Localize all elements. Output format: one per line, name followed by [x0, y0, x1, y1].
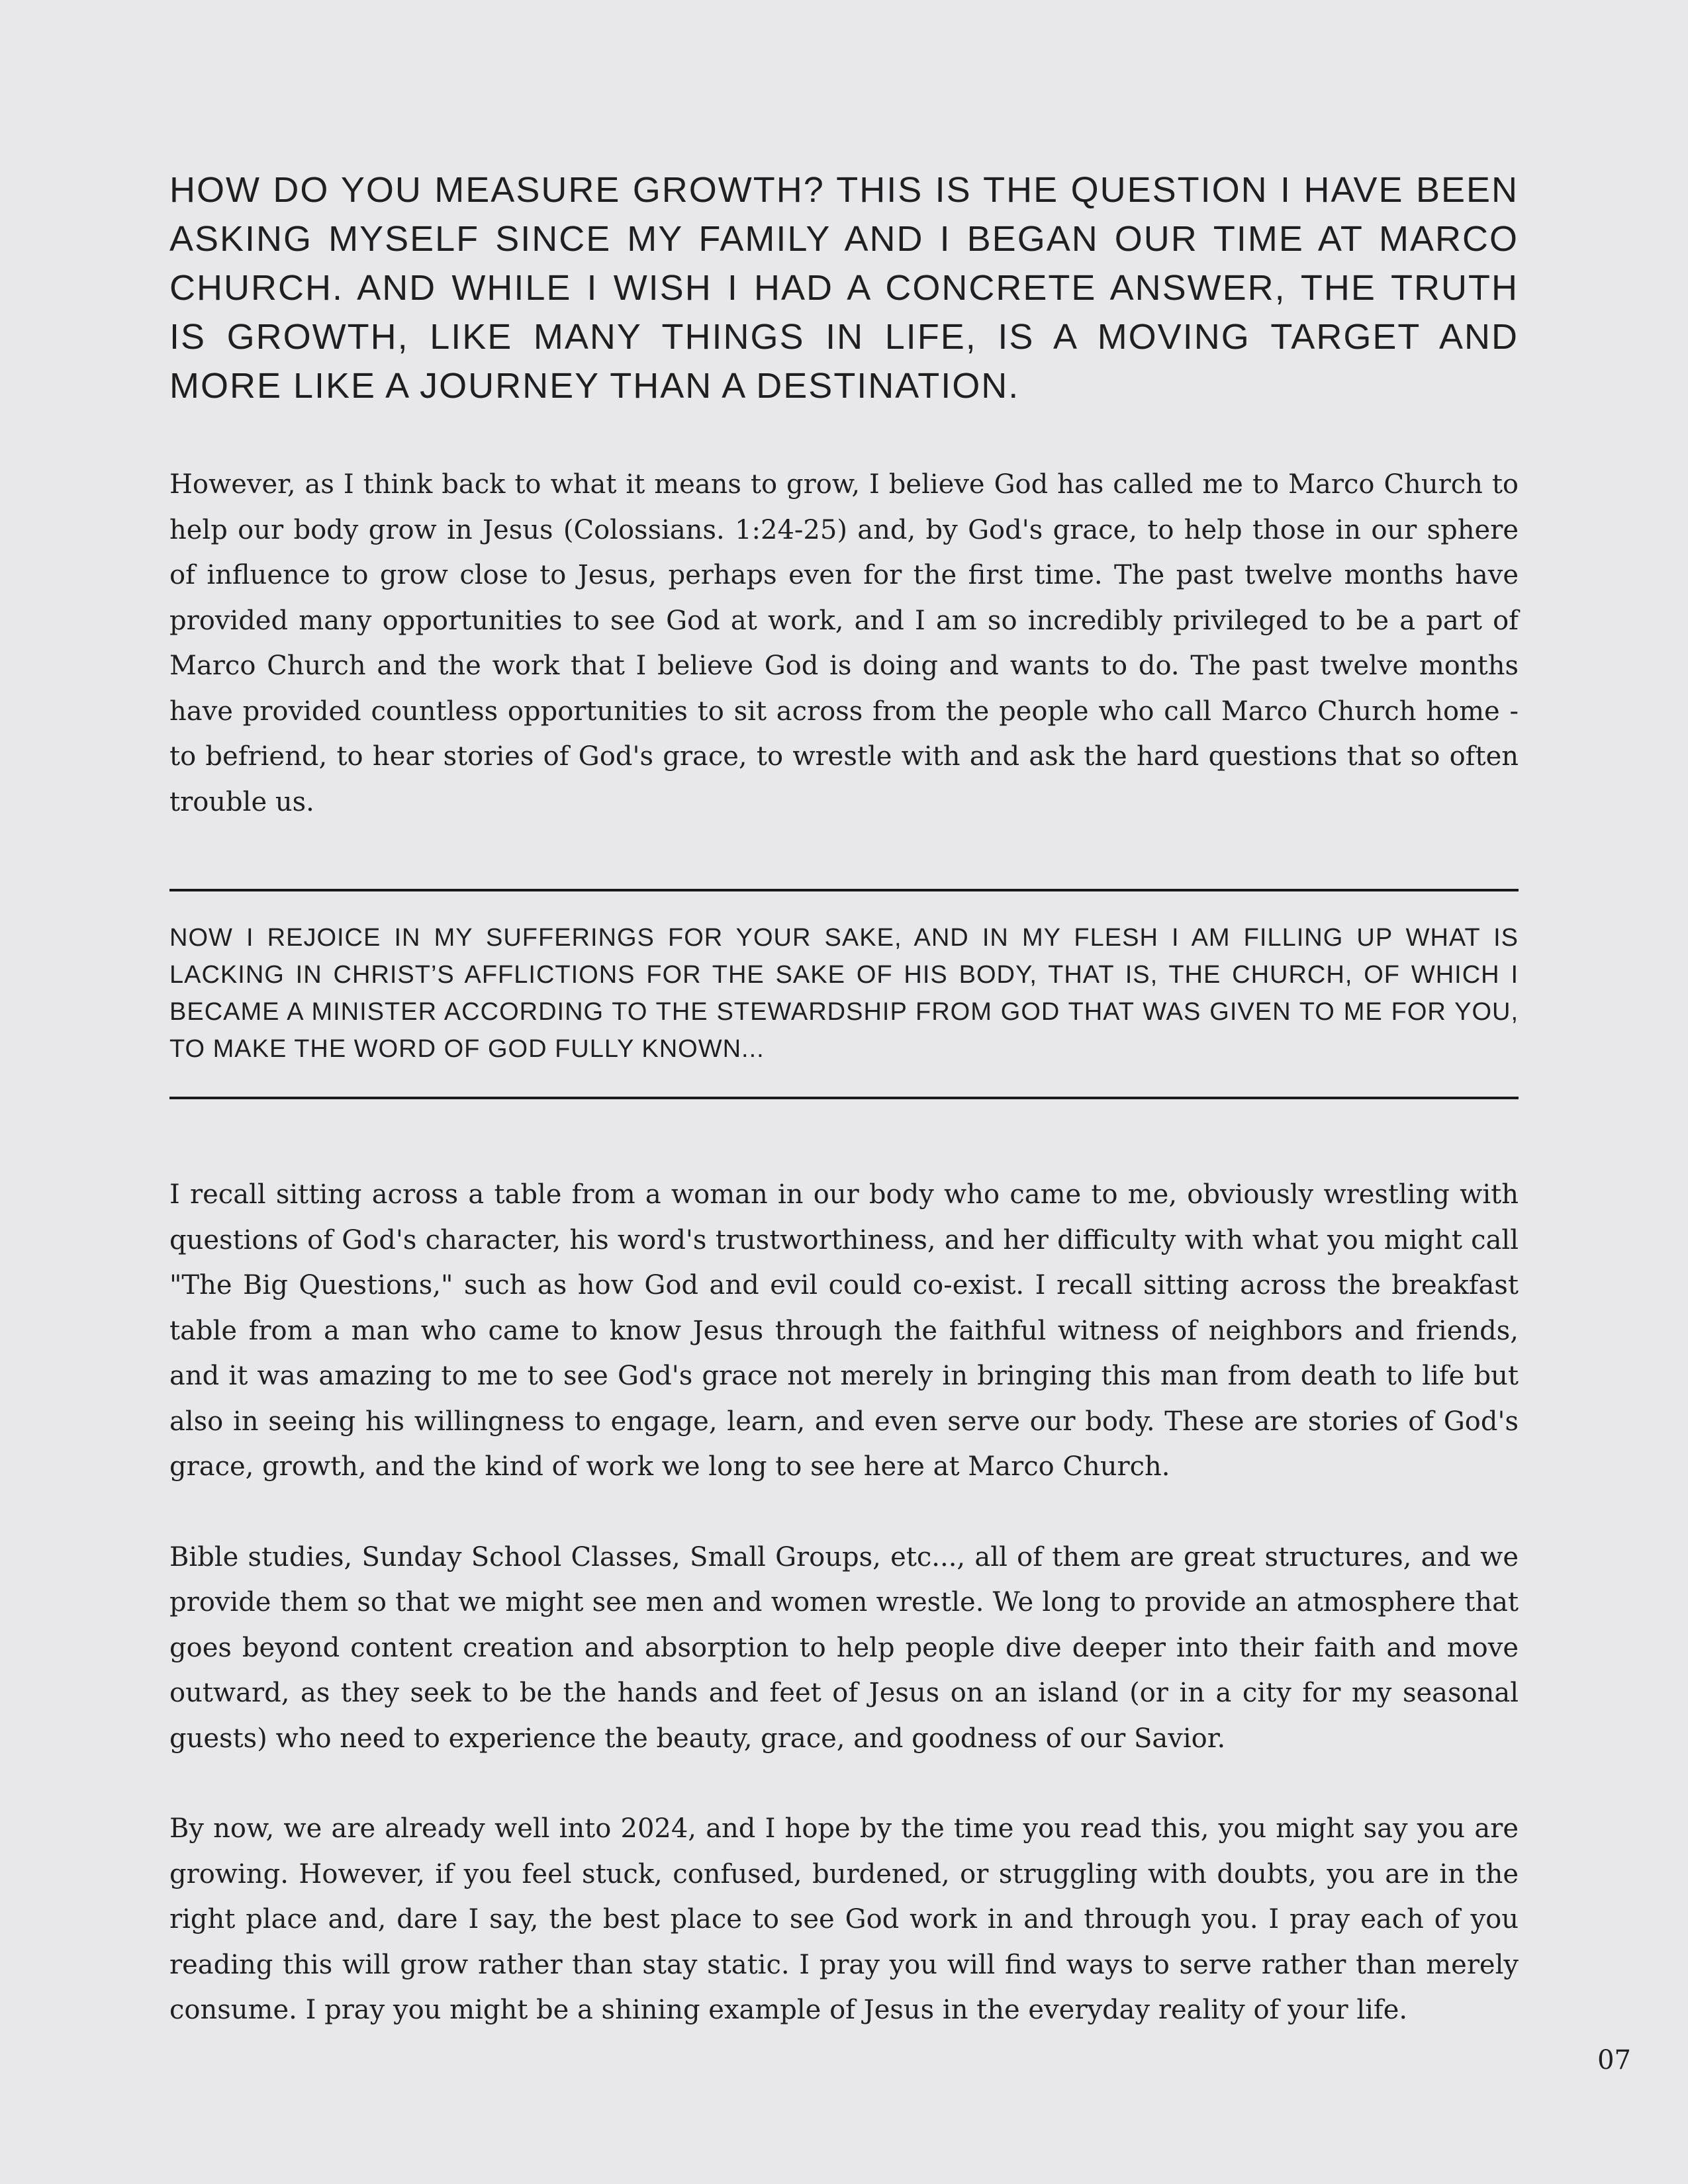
intro-heading: HOW DO YOU MEASURE GROWTH? THIS IS THE QUESTION I HAVE BEEN ASKING MYSELF SINCE MY FAMILY AND I BEGAN OUR TIME AT MARCO CHURCH. AND WHILE I WISH I HAD A CONCRETE ANSWER, THE TRUTH IS GROWTH, LIKE MANY THINGS IN LIFE, IS A MOVING TARGET AND MORE LIKE A JOURNEY THAN A DESTINATION.	[169, 170, 1519, 406]
quote-bottom-rule	[169, 1097, 1519, 1099]
paragraph-1: However, as I think back to what it means to grow, I believe God has called me to Marco Church to help our body grow in Jesus (Colossians. 1:24-25) and, by God's grace, to help those in our sphere of influence to grow close to Jesus, perhaps even for the first time. The past twelve months have provided many opportunities to see God at work, and I am so incredibly privileged to be a part of Marco Church and the work that I believe God is doing and wants to do. The past twelve months have provided countless opportunities to sit across from the people who call Marco Church home - to befriend, to hear stories of God's grace, to wrestle with and ask the hard questions that so often trouble us.	[169, 469, 1519, 817]
paragraph-2: I recall sitting across a table from a woman in our body who came to me, obviously wrestling with questions of God's character, his word's trustworthiness, and her difficulty with what you might call "The Big Questions," such as how God and evil could co-exist. I recall sitting across the breakfast table from a man who came to know Jesus through the faithful witness of neighbors and friends, and it was amazing to me to see God's grace not merely in bringing this man from death to life but also in seeing his willingness to engage, learn, and even serve our body. These are stories of God's grace, growth, and the kind of work we long to see here at Marco Church.	[169, 1179, 1519, 1482]
pull-quote: NOW I REJOICE IN MY SUFFERINGS FOR YOUR SAKE, AND IN MY FLESH I AM FILLING UP WHAT IS LACKING IN CHRIST’S AFFLICTIONS FOR THE SAKE OF HIS BODY, THAT IS, THE CHURCH, OF WHICH I BECAME A MINISTER ACCORDING TO THE STEWARDSHIP FROM GOD THAT WAS GIVEN TO ME FOR YOU, TO MAKE THE WORD OF GOD FULLY KNOWN...	[169, 924, 1519, 1063]
page-number: 07	[1597, 2045, 1631, 2075]
paragraph-4: By now, we are already well into 2024, and I hope by the time you read this, you might say you are growing. However, if you feel stuck, confused, burdened, or struggling with doubts, you are in the right place and, dare I say, the best place to see God work in and through you. I pray each of you reading this will grow rather than stay static. I pray you will find ways to serve rather than merely consume. I pray you might be a shining example of Jesus in the everyday reality of your life.	[169, 1813, 1519, 2025]
paragraph-3: Bible studies, Sunday School Classes, Small Groups, etc..., all of them are great structures, and we provide them so that we might see men and women wrestle. We long to provide an atmosphere that goes beyond content creation and absorption to help people dive deeper into their faith and move outward, as they seek to be the hands and feet of Jesus on an island (or in a city for my seasonal guests) who need to experience the beauty, grace, and goodness of our Savior.	[169, 1541, 1519, 1754]
quote-top-rule	[169, 889, 1519, 891]
article	[169, 165, 1519, 2033]
